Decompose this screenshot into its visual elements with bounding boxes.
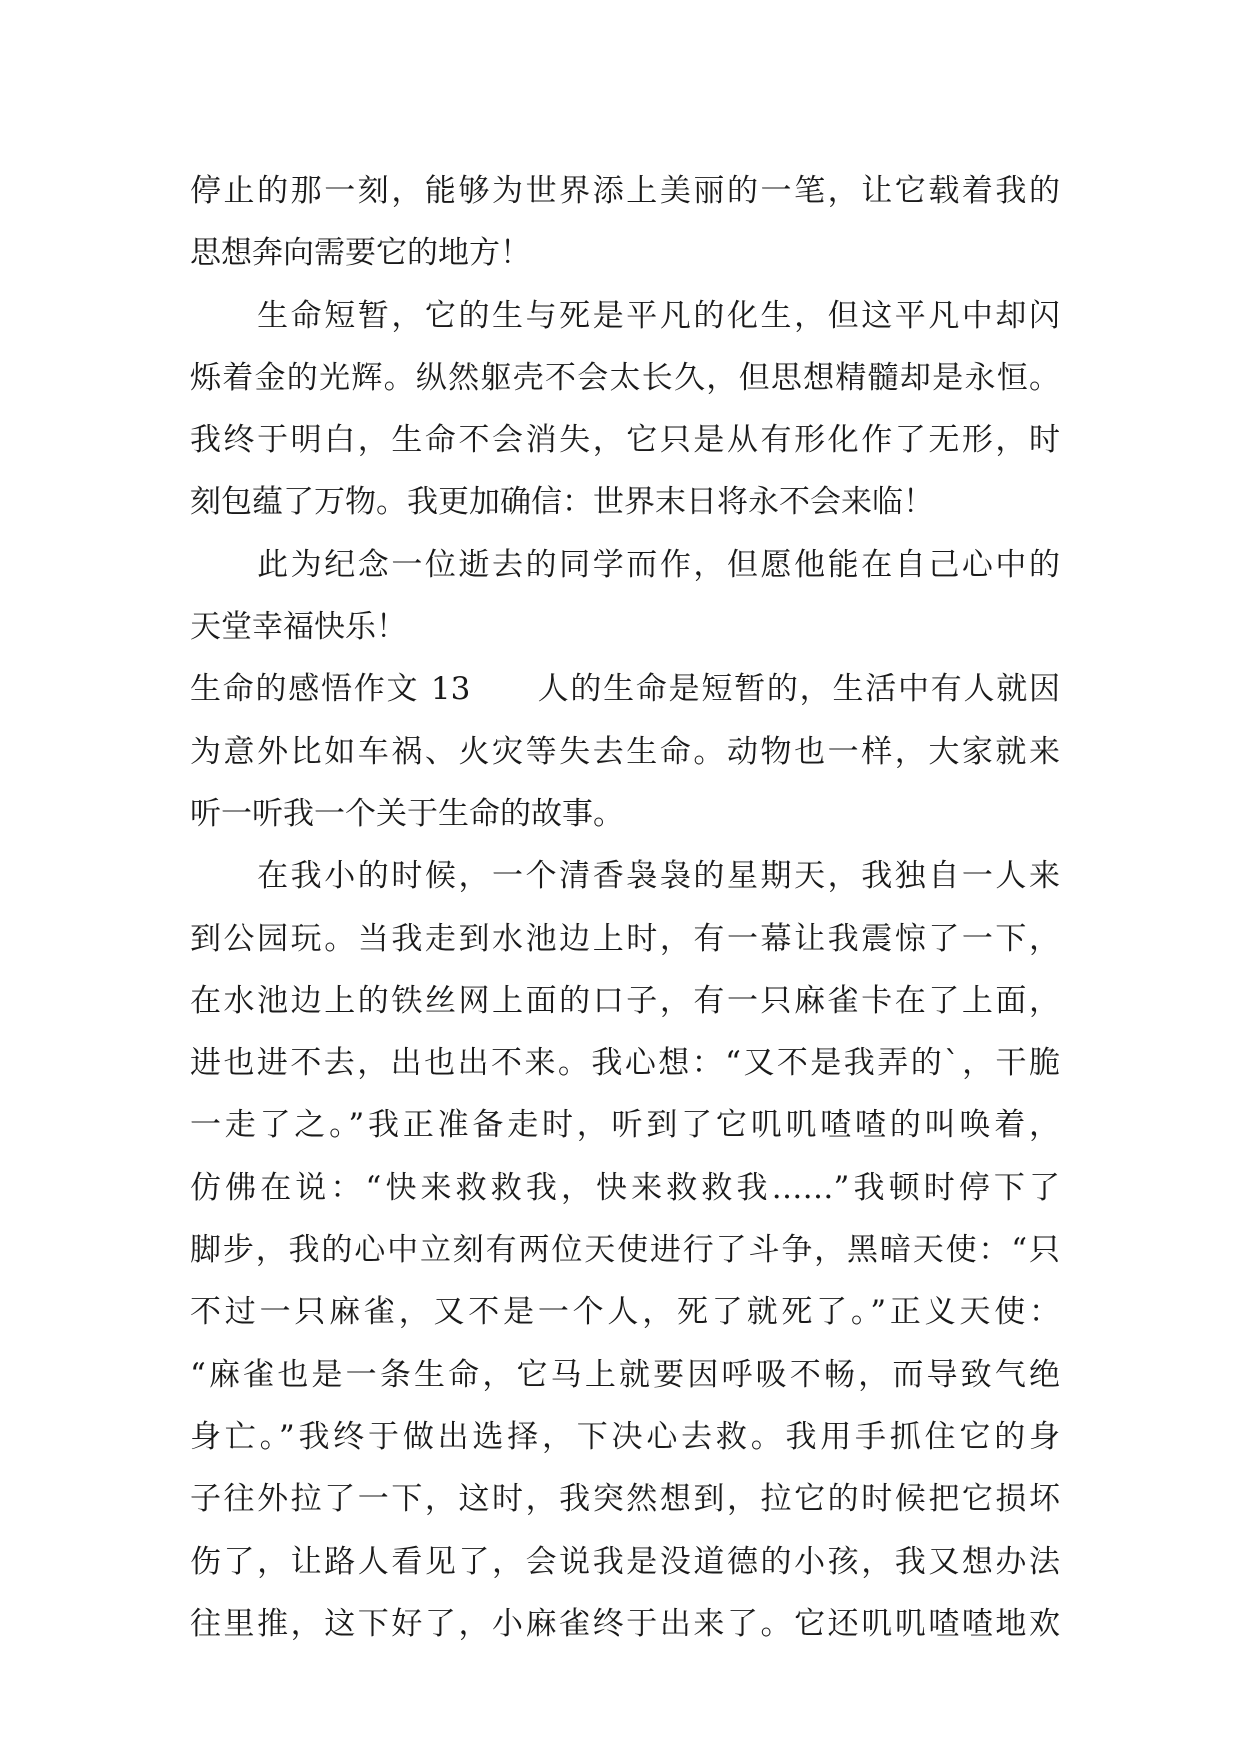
- text-line: 不过一只麻雀，又不是一个人，死了就死了。”正义天使：: [190, 1294, 1060, 1331]
- text-line: 往里推，这下好了，小麻雀终于出来了。它还叽叽喳喳地欢: [190, 1605, 1060, 1642]
- text-line: 天堂幸福快乐！: [190, 609, 407, 646]
- document-body: [190, 160, 1060, 1655]
- text-line: 进也进不去，出也出不来。我心想：“又不是我弄的`，干脆: [190, 1045, 1060, 1082]
- text-line: 身亡。”我终于做出选择，下决心去救。我用手抓住它的身: [190, 1418, 1060, 1455]
- text-line: 烁着金的光辉。纵然躯壳不会太长久，但思想精髓却是永恒。: [190, 359, 1060, 396]
- text-line: 到公园玩。当我走到水池边上时，有一幕让我震惊了一下，: [190, 920, 1060, 957]
- text-line: 在我小的时候，一个清香袅袅的星期天，我独自一人来: [190, 858, 1060, 895]
- text-line: 停止的那一刻，能够为世界添上美丽的一笔，让它载着我的: [190, 173, 1060, 209]
- text-line: 我终于明白，生命不会消失，它只是从有形化作了无形，时: [190, 422, 1060, 459]
- text-line: “麻雀也是一条生命，它马上就要因呼吸不畅，而导致气绝: [190, 1356, 1060, 1393]
- text-line: 伤了，让路人看见了，会说我是没道德的小孩，我又想办法: [190, 1543, 1060, 1580]
- text-line: 在水池边上的铁丝网上面的口子，有一只麻雀卡在了上面，: [190, 982, 1060, 1019]
- text-line: 思想奔向需要它的地方！: [190, 235, 531, 272]
- text-line: 为意外比如车祸、火灾等失去生命。动物也一样，大家就来: [190, 733, 1060, 770]
- text-line: 脚步，我的心中立刻有两位天使进行了斗争，黑暗天使：“只: [190, 1232, 1060, 1269]
- text-line: 子往外拉了一下，这时，我突然想到，拉它的时候把它损坏: [190, 1481, 1060, 1518]
- text-line: 生命的感悟作文 13 人的生命是短暂的，生活中有人就因: [190, 671, 1060, 708]
- text-line: 一走了之。”我正准备走时，听到了它叽叽喳喳的叫唤着，: [190, 1107, 1060, 1144]
- text-line: 生命短暂，它的生与死是平凡的化生，但这平凡中却闪: [190, 297, 1060, 334]
- text-line: 刻包蕴了万物。我更加确信：世界末日将永不会来临！: [190, 484, 934, 521]
- text-line: 此为纪念一位逝去的同学而作，但愿他能在自己心中的: [190, 546, 1060, 583]
- text-line: 仿佛在说：“快来救救我，快来救救我……”我顿时停下了: [190, 1169, 1060, 1206]
- text-line: 听一听我一个关于生命的故事。: [190, 795, 624, 832]
